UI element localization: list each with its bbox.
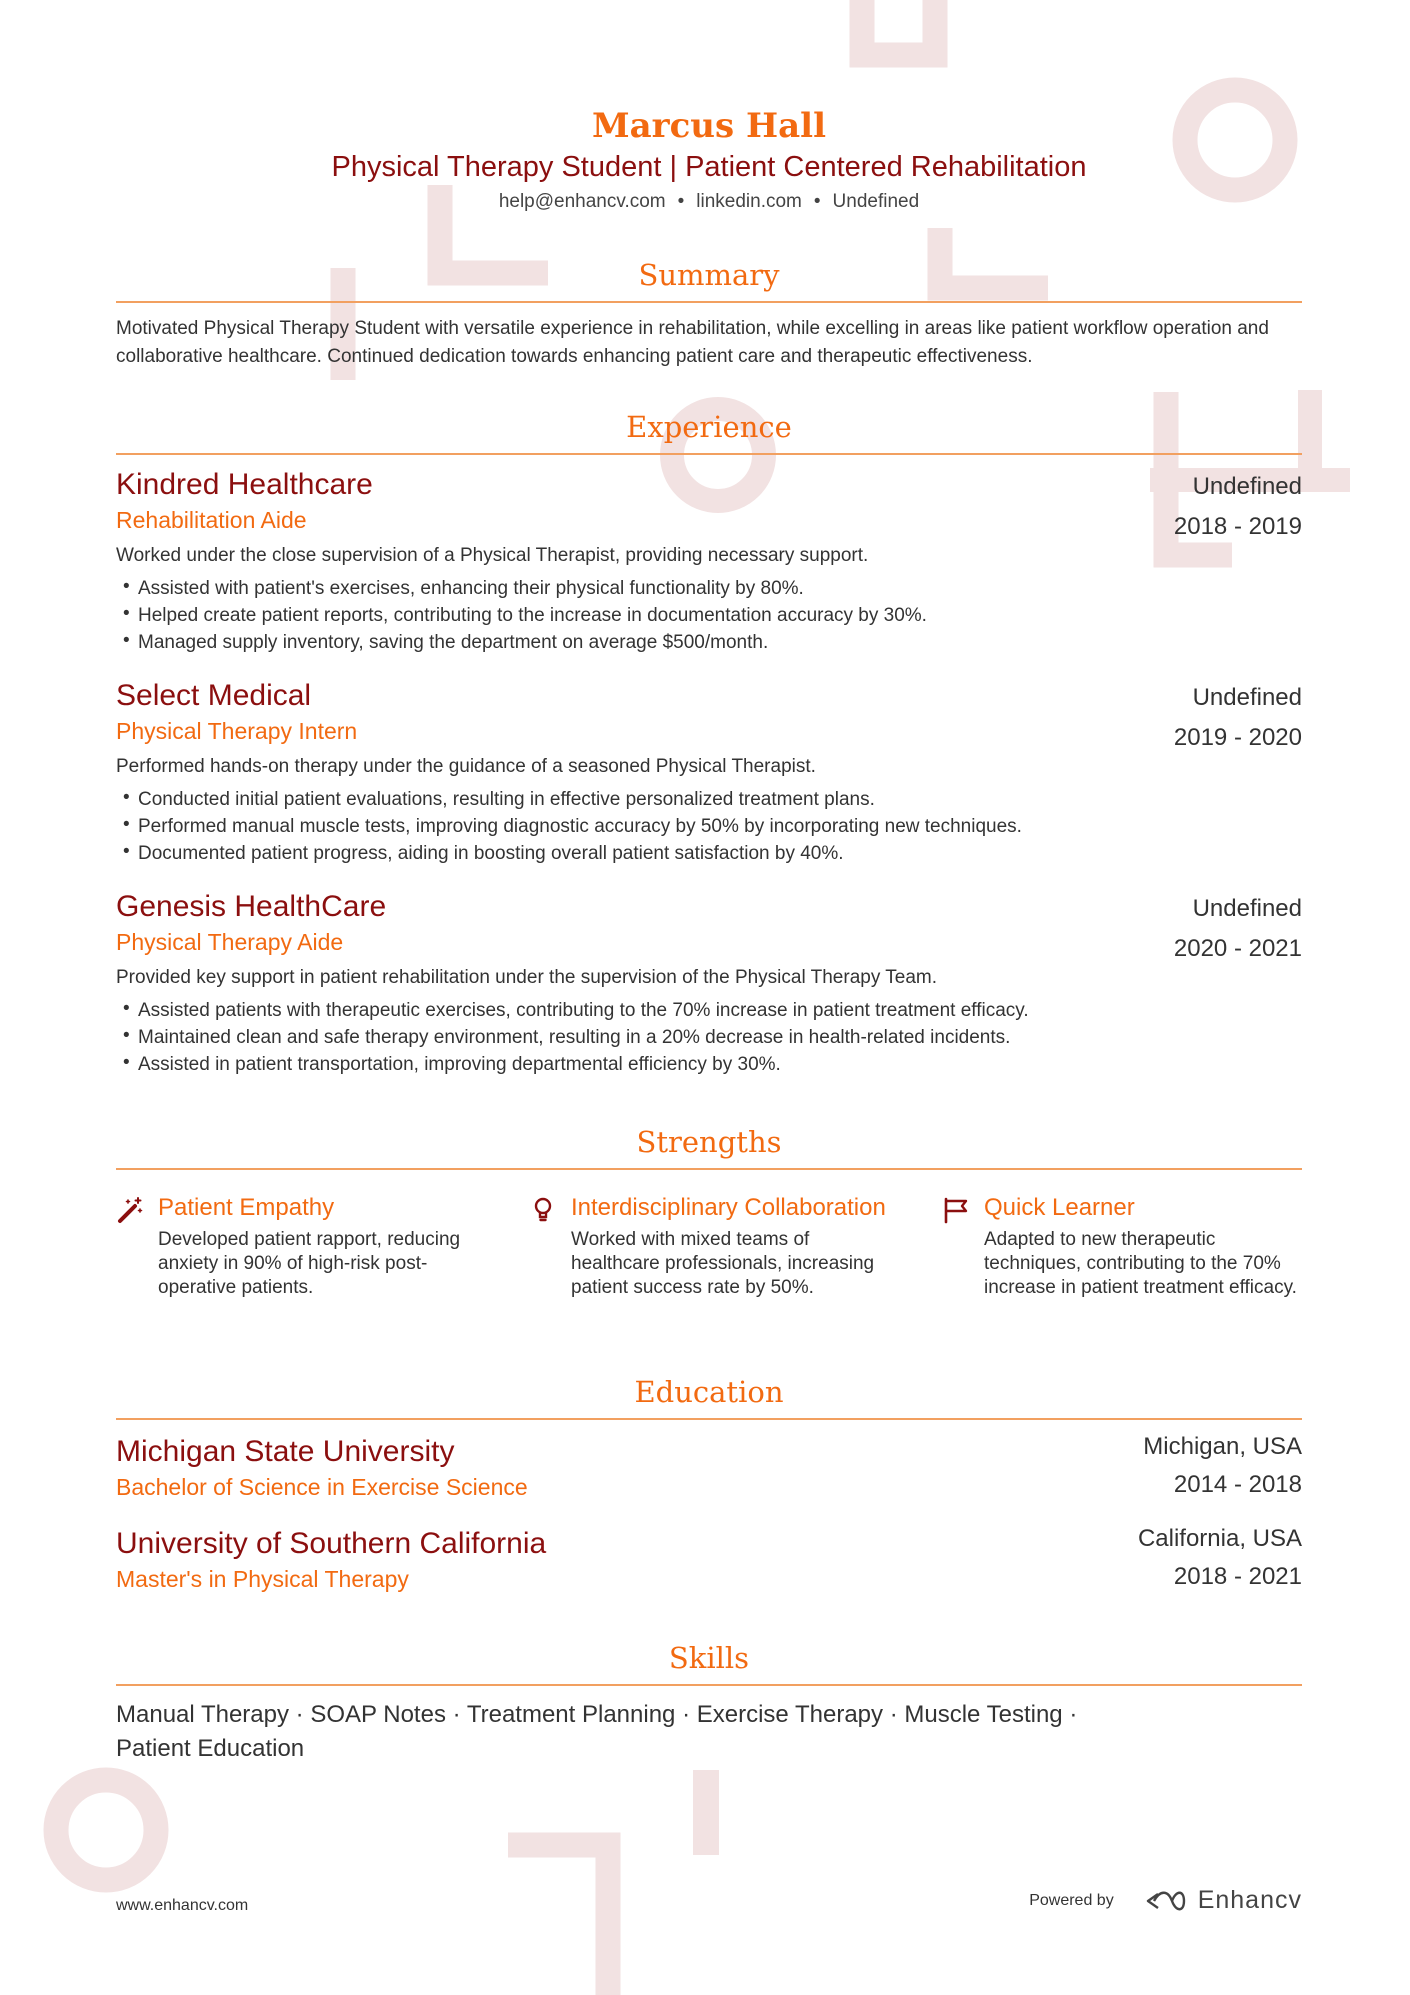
- bullet-item: • Helped create patient reports, contributing to the increase in documentation accuracy by 30%.: [116, 602, 1302, 629]
- education-degree: Bachelor of Science in Exercise Science: [116, 1474, 528, 1500]
- experience-dates: 2020 - 2021: [1173, 935, 1302, 962]
- experience-dates: 2019 - 2020: [1173, 724, 1302, 751]
- experience-entry: [116, 467, 1302, 656]
- strength-item: [529, 1194, 889, 1300]
- contact-email[interactable]: help@enhancv.com: [498, 191, 666, 212]
- education-entry: [116, 1526, 1302, 1594]
- section-divider: [116, 453, 1302, 455]
- experience-entry: [116, 678, 1302, 867]
- bullet-item: • Assisted in patient transportation, improving departmental efficiency by 30%.: [116, 1051, 1302, 1078]
- magic-wand-icon: [116, 1196, 144, 1224]
- resume-page: [116, 0, 1302, 1766]
- experience-description: Performed hands-on therapy under the guidance of a seasoned Physical Therapist.: [116, 756, 816, 777]
- footer-branding: [1029, 1886, 1302, 1915]
- strength-item: [116, 1194, 476, 1300]
- summary-section: [116, 257, 1302, 371]
- strength-item: [942, 1194, 1302, 1300]
- summary-text: Motivated Physical Therapy Student with versatile experience in rehabilitation, while excelling in areas like patient workflow operation and collaborative healthcare. Continued dedication towards enhancing patient care and therapeutic effectiveness.: [116, 318, 1269, 367]
- bullet-item: • Conducted initial patient evaluations, resulting in effective personalized treatment plans.: [116, 786, 1302, 813]
- footer-website[interactable]: www.enhancv.com: [116, 1897, 249, 1914]
- candidate-headline: Physical Therapy Student | Patient Centered Rehabilitation: [331, 151, 1087, 183]
- bullet-item: • Managed supply inventory, saving the department on average $500/month.: [116, 629, 1302, 656]
- education-meta: [1143, 1428, 1302, 1504]
- contact-info: [116, 191, 1302, 213]
- strengths-list: [116, 1194, 1302, 1374]
- experience-location: Undefined: [1192, 473, 1302, 500]
- education-entry: [116, 1434, 1302, 1502]
- contact-location: Undefined: [832, 191, 920, 212]
- education-meta: [1138, 1520, 1302, 1596]
- section-divider: [116, 1168, 1302, 1170]
- education-dates: 2014 - 2018: [1173, 1471, 1302, 1498]
- education-school: University of Southern California: [116, 1527, 547, 1560]
- enhancv-logo-icon: [1140, 1888, 1188, 1914]
- experience-company: Select Medical: [116, 679, 312, 712]
- section-title-strengths: Strengths: [636, 1125, 782, 1159]
- experience-description: Worked under the close supervision of a Physical Therapist, providing necessary support.: [116, 545, 869, 566]
- section-divider: [116, 1684, 1302, 1686]
- strengths-section: [116, 1124, 1302, 1374]
- lightbulb-icon: [529, 1196, 557, 1224]
- strength-description: Developed patient rapport, reducing anxiety in 90% of high-risk post-operative patients.: [158, 1229, 461, 1298]
- section-divider: [116, 1418, 1302, 1420]
- experience-role: Rehabilitation Aide: [116, 507, 307, 533]
- section-title-experience: Experience: [626, 410, 792, 444]
- education-section: [116, 1374, 1302, 1594]
- section-divider: [116, 301, 1302, 303]
- experience-role: Physical Therapy Intern: [116, 718, 358, 744]
- experience-company: Genesis HealthCare: [116, 890, 387, 923]
- experience-location: Undefined: [1192, 684, 1302, 711]
- bullet-item: • Documented patient progress, aiding in boosting overall patient satisfaction by 40%.: [116, 840, 1302, 867]
- skills-section: [116, 1640, 1302, 1766]
- experience-bullets: [116, 575, 1302, 656]
- bullet-item: • Assisted patients with therapeutic exercises, contributing to the 70% increase in patient treatment efficacy.: [116, 997, 1302, 1024]
- education-location: Michigan, USA: [1143, 1433, 1302, 1460]
- section-title-education: Education: [634, 1375, 784, 1409]
- education-dates: 2018 - 2021: [1173, 1563, 1302, 1590]
- section-title-skills: Skills: [668, 1641, 750, 1675]
- powered-by-label: Powered by: [1029, 1891, 1114, 1909]
- separator-dot: •: [813, 191, 821, 212]
- experience-entry: [116, 889, 1302, 1078]
- strength-description: Adapted to new therapeutic techniques, contributing to the 70% increase in patient treatment efficacy.: [984, 1229, 1297, 1298]
- experience-location: Undefined: [1192, 895, 1302, 922]
- experience-dates: 2018 - 2019: [1173, 513, 1302, 540]
- experience-bullets: [116, 997, 1302, 1078]
- contact-linkedin[interactable]: linkedin.com: [696, 191, 802, 212]
- candidate-name: Marcus Hall: [592, 106, 826, 146]
- experience-company: Kindred Healthcare: [116, 468, 373, 501]
- bullet-item: • Performed manual muscle tests, improving diagnostic accuracy by 50% by incorporating new techniques.: [116, 813, 1302, 840]
- strength-description: Worked with mixed teams of healthcare professionals, increasing patient success rate by 50%.: [571, 1229, 875, 1298]
- strength-title: Quick Learner: [984, 1194, 1135, 1221]
- flag-icon: [942, 1196, 970, 1224]
- separator-dot: •: [677, 191, 685, 212]
- experience-description: Provided key support in patient rehabilitation under the supervision of the Physical Therapy Team.: [116, 967, 937, 988]
- experience-section: [116, 409, 1302, 1078]
- strength-title: Patient Empathy: [158, 1194, 335, 1221]
- bullet-item: • Assisted with patient's exercises, enhancing their physical functionality by 80%.: [116, 575, 1302, 602]
- experience-meta: [1174, 467, 1302, 547]
- experience-bullets: [116, 786, 1302, 867]
- skills-line: Manual Therapy · SOAP Notes · Treatment Planning · Exercise Therapy · Muscle Testing ·: [116, 1701, 1078, 1728]
- education-degree: Master's in Physical Therapy: [116, 1566, 409, 1592]
- skills-list: [116, 1698, 1302, 1766]
- bullet-item: • Maintained clean and safe therapy environment, resulting in a 20% decrease in health-related incidents.: [116, 1024, 1302, 1051]
- experience-meta: [1174, 889, 1302, 969]
- resume-header: [116, 0, 1302, 213]
- education-location: California, USA: [1137, 1525, 1302, 1552]
- experience-role: Physical Therapy Aide: [116, 929, 344, 955]
- experience-meta: [1174, 678, 1302, 758]
- skills-line: Patient Education: [116, 1735, 305, 1762]
- strength-title: Interdisciplinary Collaboration: [571, 1194, 886, 1221]
- education-school: Michigan State University: [116, 1435, 455, 1468]
- section-title-summary: Summary: [638, 258, 780, 292]
- brand-name[interactable]: Enhancv: [1197, 1886, 1302, 1914]
